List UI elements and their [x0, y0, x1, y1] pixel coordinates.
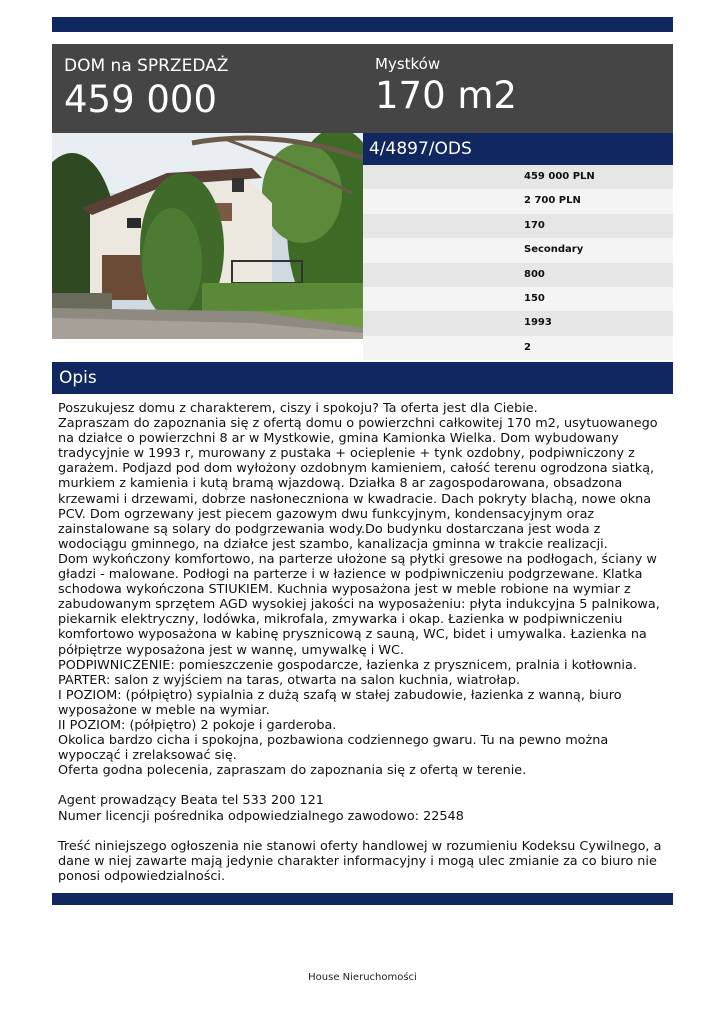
param-value-8: 2 — [363, 336, 673, 360]
param-price: 459 000 PLN — [363, 165, 673, 189]
param-value-6: 150 — [363, 287, 673, 311]
reference-number: 4/4897/ODS — [363, 133, 673, 165]
description-paragraph: II POZIOM: (półpiętro) 2 pokoje i garderoba. — [58, 717, 337, 733]
top-accent-bar — [52, 17, 673, 32]
param-plot-area: 800 — [363, 263, 673, 287]
description — [58, 401, 669, 884]
agent-contact: Agent prowadzący Beata tel 533 200 121 — [58, 793, 324, 809]
bottom-accent-bar — [52, 893, 673, 905]
description-paragraph: Poszukujesz domu z charakterem, ciszy i spokoju? Ta oferta jest dla Ciebie. — [58, 401, 538, 416]
description-paragraph: PARTER: salon z wyjściem na taras, otwarta na salon kuchnia, wiatrołap. — [58, 672, 521, 688]
area: 170 m2 — [375, 74, 517, 117]
license-number: Numer licencji pośrednika odpowiedzialnego zawodowo: 22548 — [58, 808, 464, 824]
description-paragraph: Zapraszam do zapoznania się z ofertą domu o powierzchni całkowitej 170 m2, usytuowanego na działce o powierzchni 8 ar w Mystkowie, gmina Kamionka Wielka. Dom wybudowany tradycyjnie w 1993 r, murowany z pustaka + ocieplenie + tynk ozdobny, podpiwniczony z garażem. Podjazd pod dom wyłożony ozdobnym kamieniem, całość terenu ogrodzona siatką, murkiem z kamienia i kutą bramą wjazdową. Działka 8 ar zagospodarowana, obsadzona krzewami i drzewami, dobrze nasłoneczniona w kwadracie. Dach pokryty blachą, nowe okna PCV. Dom ogrzewany jest piecem gazowym dwu funkcyjnym, kondensacyjnym oraz zainstalowane są solary do podgrzewania wody.Do budynku dostarczana jest woda z wodociągu gminnego, na działce jest szambo, kanalizacja gminna w trakcie realizacji. — [58, 416, 658, 552]
description-paragraph: I POZIOM: (półpiętro) sypialnia z dużą szafą w stałej zabudowie, łazienka z wanną, biuro wyposażone w meble na wymiar. — [58, 687, 622, 718]
city: Mystków — [375, 55, 441, 73]
agency-name: House Nieruchomości — [308, 972, 417, 983]
section-title: Opis — [52, 362, 673, 394]
description-paragraph: Okolica bardzo cicha i spokojna, pozbawiona codziennego gwaru. Tu na pewno można wypocząć i zrelaksować się. — [58, 733, 609, 764]
disclaimer: Treść niniejszego ogłoszenia nie stanowi oferty handlowej w rozumieniu Kodeksu Cywilnego, a dane w niej zawarte mają jedynie charakter informacyjny i mogą ulec zmianie za co biuro nie ponosi odpowiedzialności. — [58, 838, 662, 884]
description-paragraph: PODPIWNICZENIE: pomieszczenie gospodarcze, łazienka z prysznicem, pralnia i kotłownia. — [58, 657, 637, 673]
property-photo — [52, 133, 363, 339]
listing-header — [52, 44, 673, 133]
offer-type: DOM na SPRZEDAŻ — [64, 56, 229, 76]
param-area: 170 — [363, 214, 673, 238]
param-year-built: 1993 — [363, 311, 673, 335]
parameters-table — [363, 165, 673, 360]
price: 459 000 — [64, 78, 218, 121]
description-paragraph: Oferta godna polecenia, zapraszam do zapoznania się z ofertą w terenie. — [58, 763, 527, 779]
param-price-per-m2: 2 700 PLN — [363, 189, 673, 213]
description-paragraph: Dom wykończony komfortowo, na parterze ułożone są płytki gresowe na podłogach, ściany w gładzi - malowane. Podłogi na parterze i w łazience w podpiwniczeniu podgrzewane. Klatka schodowa wykończona STIUKIEM. Kuchnia wyposażona jest w meble robione na wymiar z zabudowanym sprzętem AGD wysokiej jakości na wyposażeniu: płyta indukcyjna 5 palnikowa, piekarnik elektryczny, lodówka, mikrofala, zmywarka i okap. Łazienka w podpiwniczeniu komfortowo wyposażona w kabinę prysznicową z sauną, WC, bidet i umywalka. Łazienka na półpiętrze wyposażona jest w wannę, umywalkę i WC. — [58, 551, 660, 658]
param-market: Secondary — [363, 238, 673, 262]
